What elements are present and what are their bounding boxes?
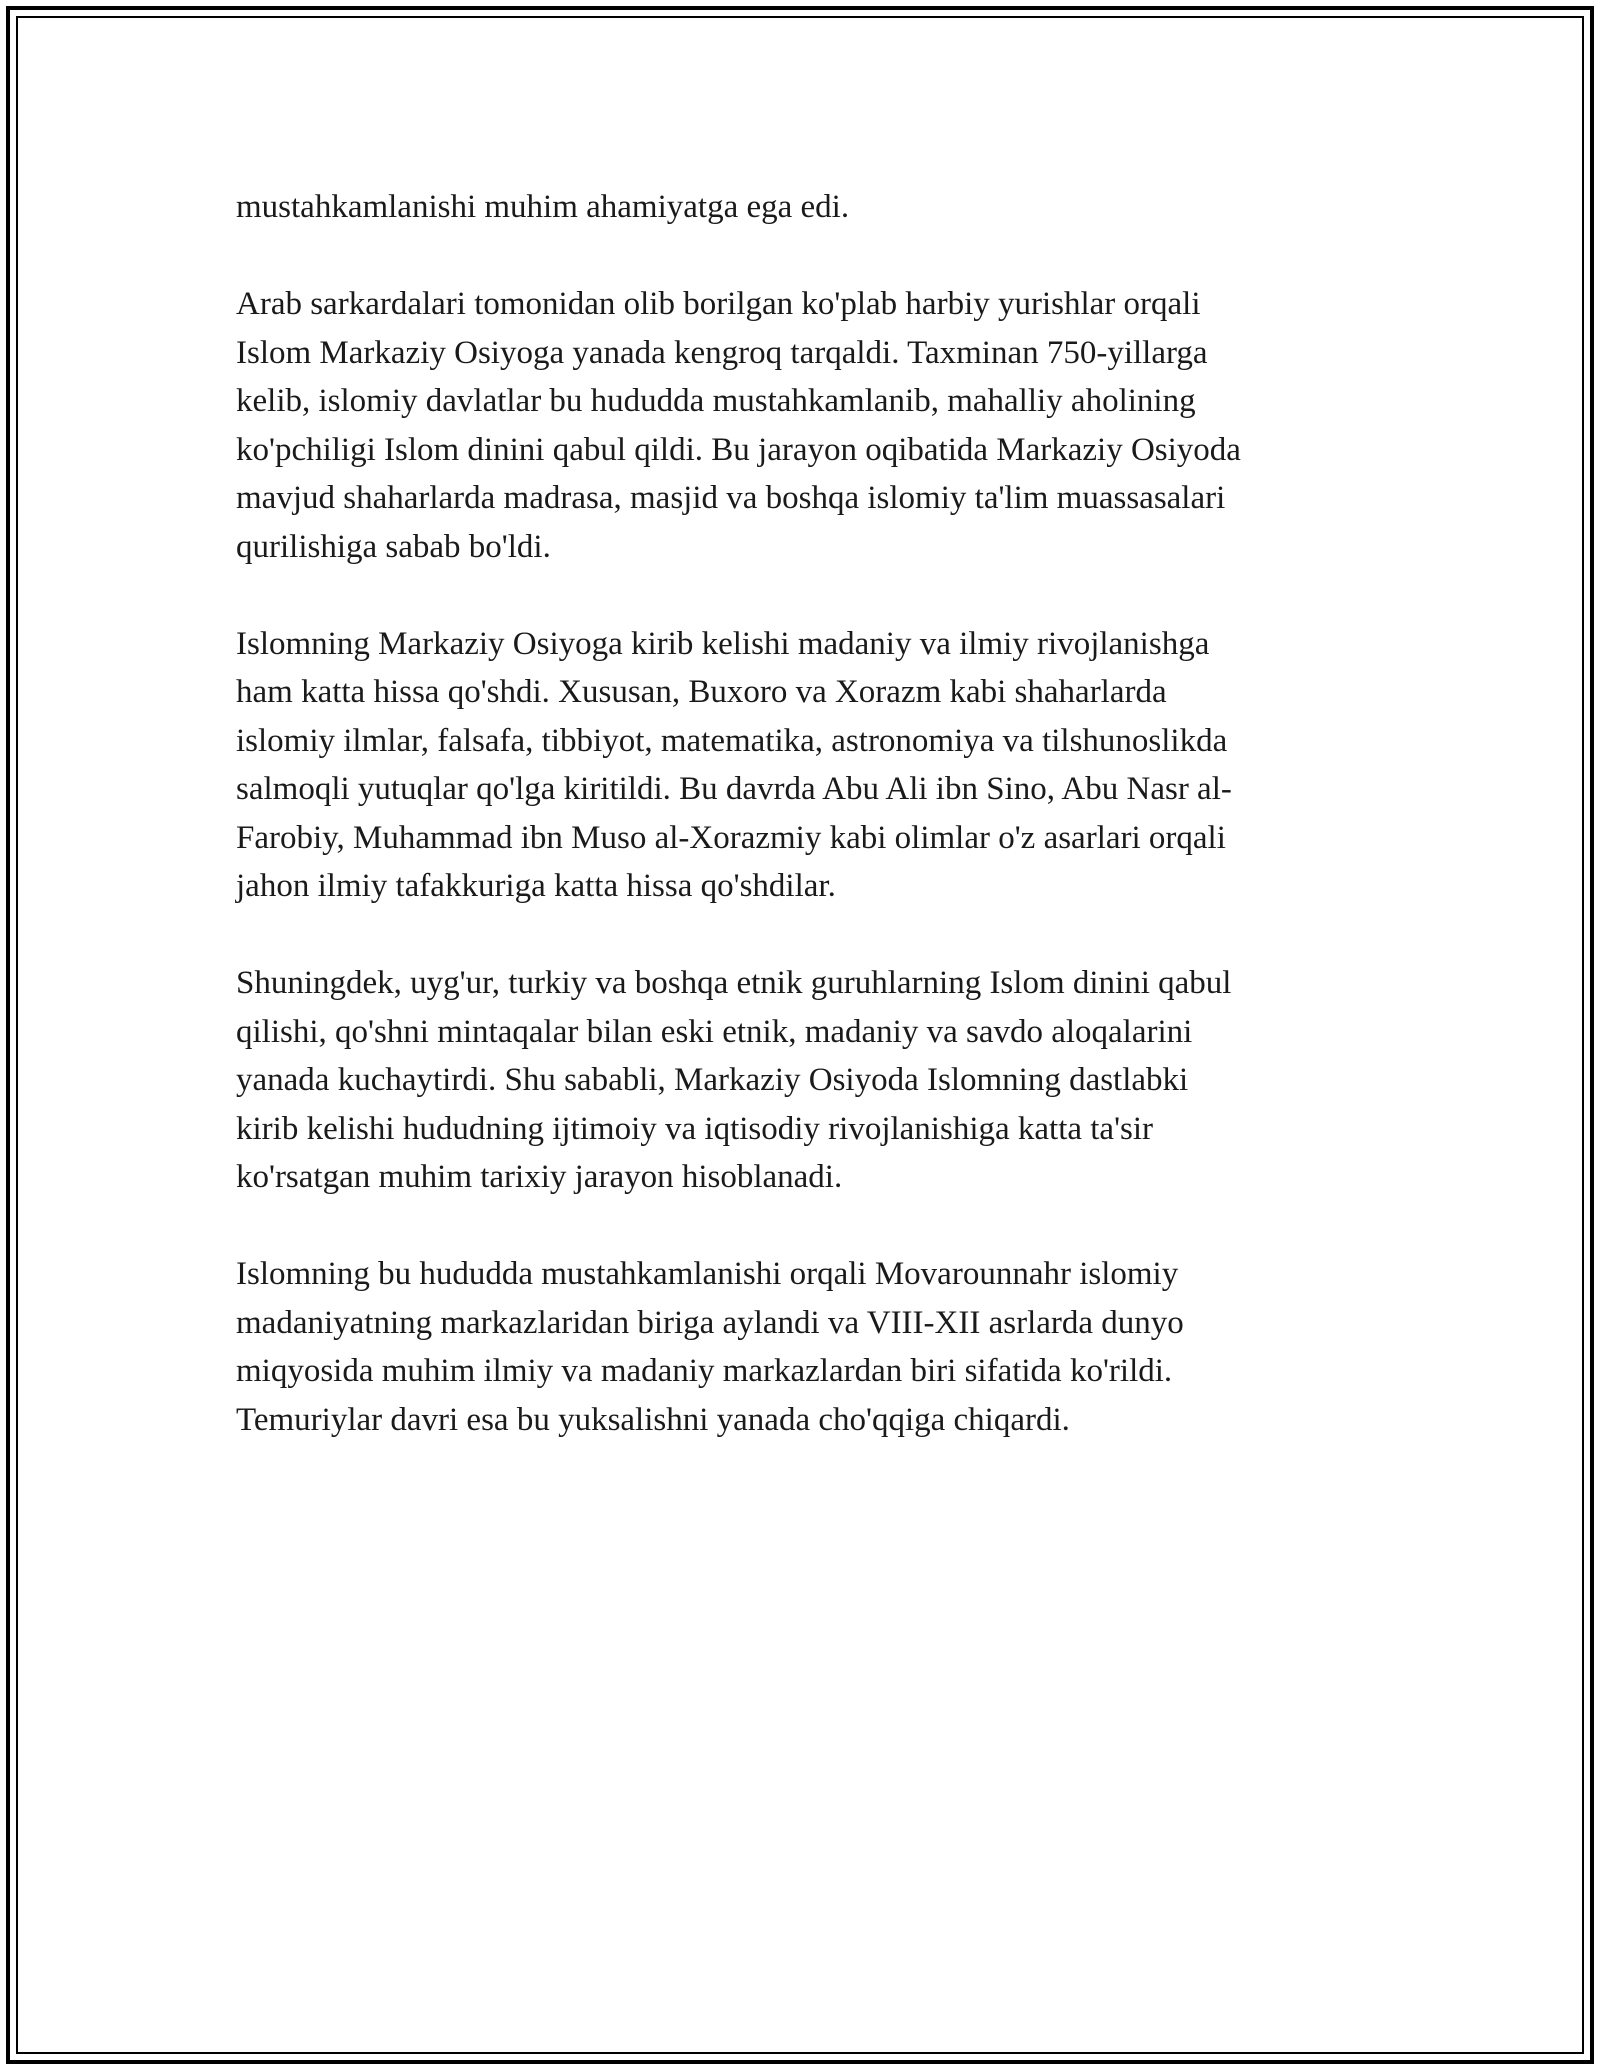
paragraph-ethnic-groups [236, 959, 1376, 1202]
text-line: mustahkamlanishi muhim ahamiyatga ega edi. [236, 189, 850, 225]
text-line: kelib, islomiy davlatlar bu hududda mustahkamlanib, mahalliy aholining [236, 383, 1196, 419]
text-line: madaniyatning markazlaridan biriga aylandi va VIII-XII asrlarda dunyo [236, 1304, 1184, 1341]
text-line: Farobiy, Muhammad ibn Muso al-Xorazmiy kabi olimlar o'z asarlari orqali [236, 819, 1226, 856]
text-line: Shuningdek, uyg'ur, turkiy va boshqa etnik guruhlarning Islom dinini qabul [236, 965, 1232, 1001]
text-line: Islom Markaziy Osiyoga yanada kengroq tarqaldi. Taxminan 750-yillarga [236, 334, 1208, 371]
text-line: mavjud shaharlarda madrasa, masjid va boshqa islomiy ta'lim muassasalari [236, 480, 1226, 516]
text-line: Temuriylar davri esa bu yuksalishni yanada cho'qqiga chiqardi. [236, 1401, 1070, 1438]
paragraph-movarounnahr [236, 1250, 1376, 1444]
text-line: islomiy ilmlar, falsafa, tibbiyot, matematika, astronomiya va tilshunoslikda [236, 722, 1228, 759]
text-line: Islomning bu hududda mustahkamlanishi orqali Movarounnahr islomiy [236, 1256, 1179, 1292]
text-line: kirib kelishi hududning ijtimoiy va iqtisodiy rivojlanishiga katta ta'sir [236, 1110, 1154, 1147]
paragraph-continued [236, 183, 1376, 232]
text-line: jahon ilmiy tafakkuriga katta hissa qo'shdilar. [236, 868, 836, 904]
paragraph-arab-campaigns [236, 280, 1376, 571]
text-line: ham katta hissa qo'shdi. Xususan, Buxoro va Xorazm kabi shaharlarda [236, 674, 1167, 710]
paragraph-science-culture [236, 620, 1376, 911]
text-line: qurilishiga sabab bo'ldi. [236, 528, 551, 565]
text-line: Islomning Markaziy Osiyoga kirib kelishi madaniy va ilmiy rivojlanishga [236, 625, 1210, 662]
document-body [236, 183, 1376, 1493]
text-line: qilishi, qo'shni mintaqalar bilan eski etnik, madaniy va savdo aloqalarini [236, 1013, 1193, 1050]
text-line: salmoqli yutuqlar qo'lga kiritildi. Bu davrda Abu Ali ibn Sino, Abu Nasr al- [236, 771, 1232, 807]
text-line: ko'pchiligi Islom dinini qabul qildi. Bu jarayon oqibatida Markaziy Osiyoda [236, 431, 1241, 468]
text-line: yanada kuchaytirdi. Shu sababli, Markaziy Osiyoda Islomning dastlabki [236, 1062, 1189, 1098]
text-line: miqyosida muhim ilmiy va madaniy markazlardan biri sifatida ko'rildi. [236, 1353, 1173, 1389]
text-line: ko'rsatgan muhim tarixiy jarayon hisoblanadi. [236, 1159, 843, 1195]
text-line: Arab sarkardalari tomonidan olib borilgan ko'plab harbiy yurishlar orqali [236, 286, 1201, 322]
